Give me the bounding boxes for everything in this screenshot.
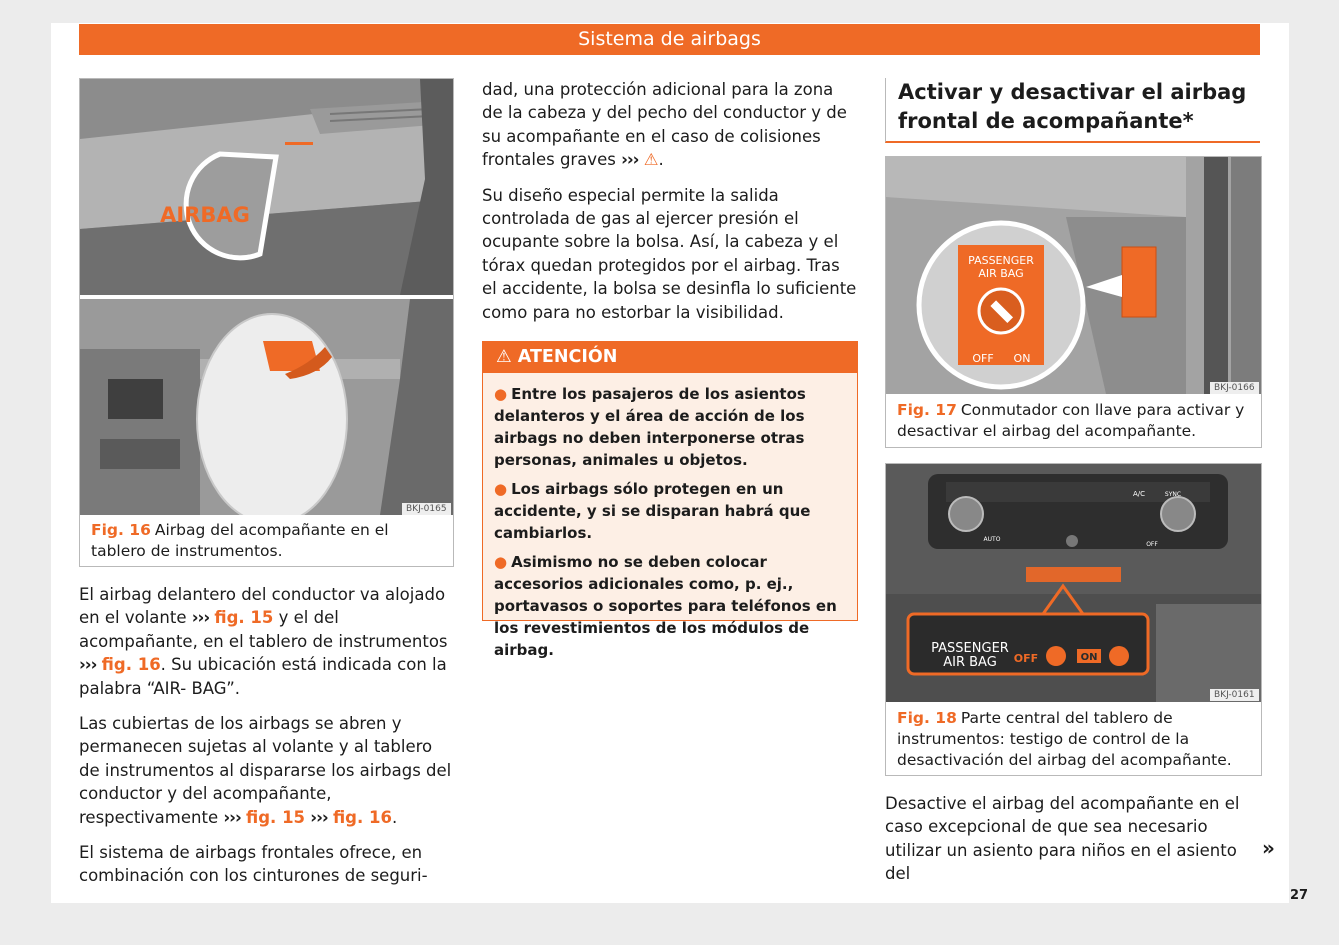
warning-item-text: Los airbags sólo protegen en un accidente, y si se disparan habrá que cambiarlos. (494, 480, 811, 542)
text-span: Las cubiertas de los airbags se abren y permanecen sujetas al volante y al tablero de instrumentos al dispararse los airbags del conductor y del acompañante, respectivamente (79, 714, 452, 827)
paragraph-airbag-location (79, 583, 454, 700)
figure-17-code: BKJ-0166 (1210, 382, 1259, 394)
warning-item (494, 383, 847, 471)
bullet-icon: ● (494, 480, 508, 498)
cross-ref-arrows: ››› (310, 807, 328, 827)
figure-18-caption-text: Parte central del tablero de instrumentos: testigo de control de la desactivación del airbag del acompañante. (897, 709, 1232, 769)
text-span: y el del acompañante, en el tablero de instrumentos (79, 608, 448, 651)
left-column-text (79, 583, 454, 900)
figure-16-caption-text: Airbag del acompañante en el tablero de instrumentos. (91, 521, 389, 560)
figure-18-code: BKJ-0161 (1210, 689, 1259, 701)
panel-on: ON (1080, 652, 1098, 663)
airbag-dashboard-illustration (80, 79, 453, 515)
figure-17-image (886, 157, 1261, 394)
link-fig-16[interactable]: fig. 16 (332, 807, 392, 827)
figure-18 (885, 463, 1262, 776)
page-number: 27 (1290, 888, 1309, 903)
figure-16-image (80, 79, 453, 515)
warning-triangle-icon: ⚠ (496, 347, 512, 367)
paragraph-airbag-covers (79, 712, 454, 829)
figure-18-image (886, 464, 1261, 702)
warning-list (483, 373, 857, 661)
sticker-on: ON (1013, 352, 1031, 365)
cross-ref-arrows: ››› (223, 807, 241, 827)
figure-16-code: BKJ-0165 (402, 503, 451, 515)
warning-item-text: Entre los pasajeros de los asientos delanteros y el área de acción de los airbags no deben interponerse otras personas, animales u objetos. (494, 385, 806, 469)
cross-ref-arrows: ››› (191, 608, 210, 628)
warning-title: ATENCIÓN (517, 347, 618, 367)
panel-auto: AUTO (983, 536, 1001, 543)
airbag-label: AIRBAG (160, 203, 250, 227)
continue-marker: » (1262, 836, 1275, 860)
figure-17-caption-text: Conmutador con llave para activar y desactivar el airbag del acompañante. (897, 401, 1245, 440)
cross-ref-arrows: ››› (79, 655, 97, 675)
section-header: Sistema de airbags (79, 24, 1260, 55)
right-column-text (885, 792, 1257, 898)
middle-column-text (482, 78, 857, 336)
passenger-airbag-switch-illustration (886, 157, 1261, 394)
paragraph-design: Su diseño especial permite la salida controlada de gas al ejercer presión el ocupante sobre la bolsa. Así, la cabeza y el tórax quedan protegidos por el airbag. Tras el accidente, la bolsa se desinfla lo suficiente como para no estorbar la visibilidad. (482, 185, 857, 322)
link-fig-15[interactable]: fig. 15 (214, 608, 274, 628)
panel-line-1: PASSENGER (931, 641, 1009, 656)
warning-box (482, 341, 858, 659)
text-span: . Su ubicación está indicada con la palabra “AIR- BAG”. (79, 655, 447, 698)
figure-17 (885, 156, 1262, 448)
text-span: El airbag delantero del conductor va alojado en el volante (79, 585, 446, 628)
warning-item (494, 478, 847, 544)
figure-17-caption (897, 400, 1251, 442)
figure-17-number: Fig. 17 (897, 401, 957, 419)
figure-16 (79, 78, 454, 567)
sticker-line-1: PASSENGER (968, 254, 1034, 267)
text-span: . (391, 807, 398, 827)
warning-item-text: Asimismo no se deben colocar accesorios adicionales como, p. ej., portavasos o soportes para teléfonos en los revestimientos de los módulos de airbag. (494, 553, 837, 659)
bullet-icon: ● (494, 553, 508, 571)
cross-ref-arrows: ››› (621, 150, 639, 170)
panel-line-2: AIR BAG (943, 655, 997, 670)
figure-18-caption (897, 708, 1251, 771)
sticker-off: OFF (972, 352, 994, 365)
warning-item (494, 551, 847, 661)
figure-16-number: Fig. 16 (91, 521, 151, 539)
text-span: dad, una protección adicional para la zona de la cabeza y del pecho del conductor y de su acompañante en el caso de colisiones frontales graves (482, 80, 847, 170)
warning-triangle-icon: ⚠ (643, 150, 659, 170)
link-fig-16[interactable]: fig. 16 (101, 655, 161, 675)
sticker-line-2: AIR BAG (978, 267, 1024, 280)
panel-off: OFF (1013, 652, 1039, 665)
panel-sync: SYNC (1164, 491, 1182, 498)
bullet-icon: ● (494, 385, 508, 403)
text-span: . (658, 150, 664, 170)
panel-off-small: OFF (1146, 541, 1158, 548)
figure-16-caption (91, 520, 443, 562)
climate-panel-illustration (886, 464, 1261, 702)
link-fig-15[interactable]: fig. 15 (246, 807, 306, 827)
warning-header (483, 342, 857, 373)
paragraph-front-airbags: El sistema de airbags frontales ofrece, en combinación con los cinturones de seguri- (79, 843, 428, 886)
section-title: Activar y desactivar el airbag frontal de acompañante* (885, 78, 1260, 143)
figure-18-number: Fig. 18 (897, 709, 957, 727)
paragraph-deactivate: Desactive el airbag del acompañante en el caso excepcional de que sea necesario utilizar un asiento para niños en el asiento del (885, 794, 1240, 884)
paragraph-protection (482, 78, 857, 172)
panel-ac: A/C (1132, 490, 1146, 498)
